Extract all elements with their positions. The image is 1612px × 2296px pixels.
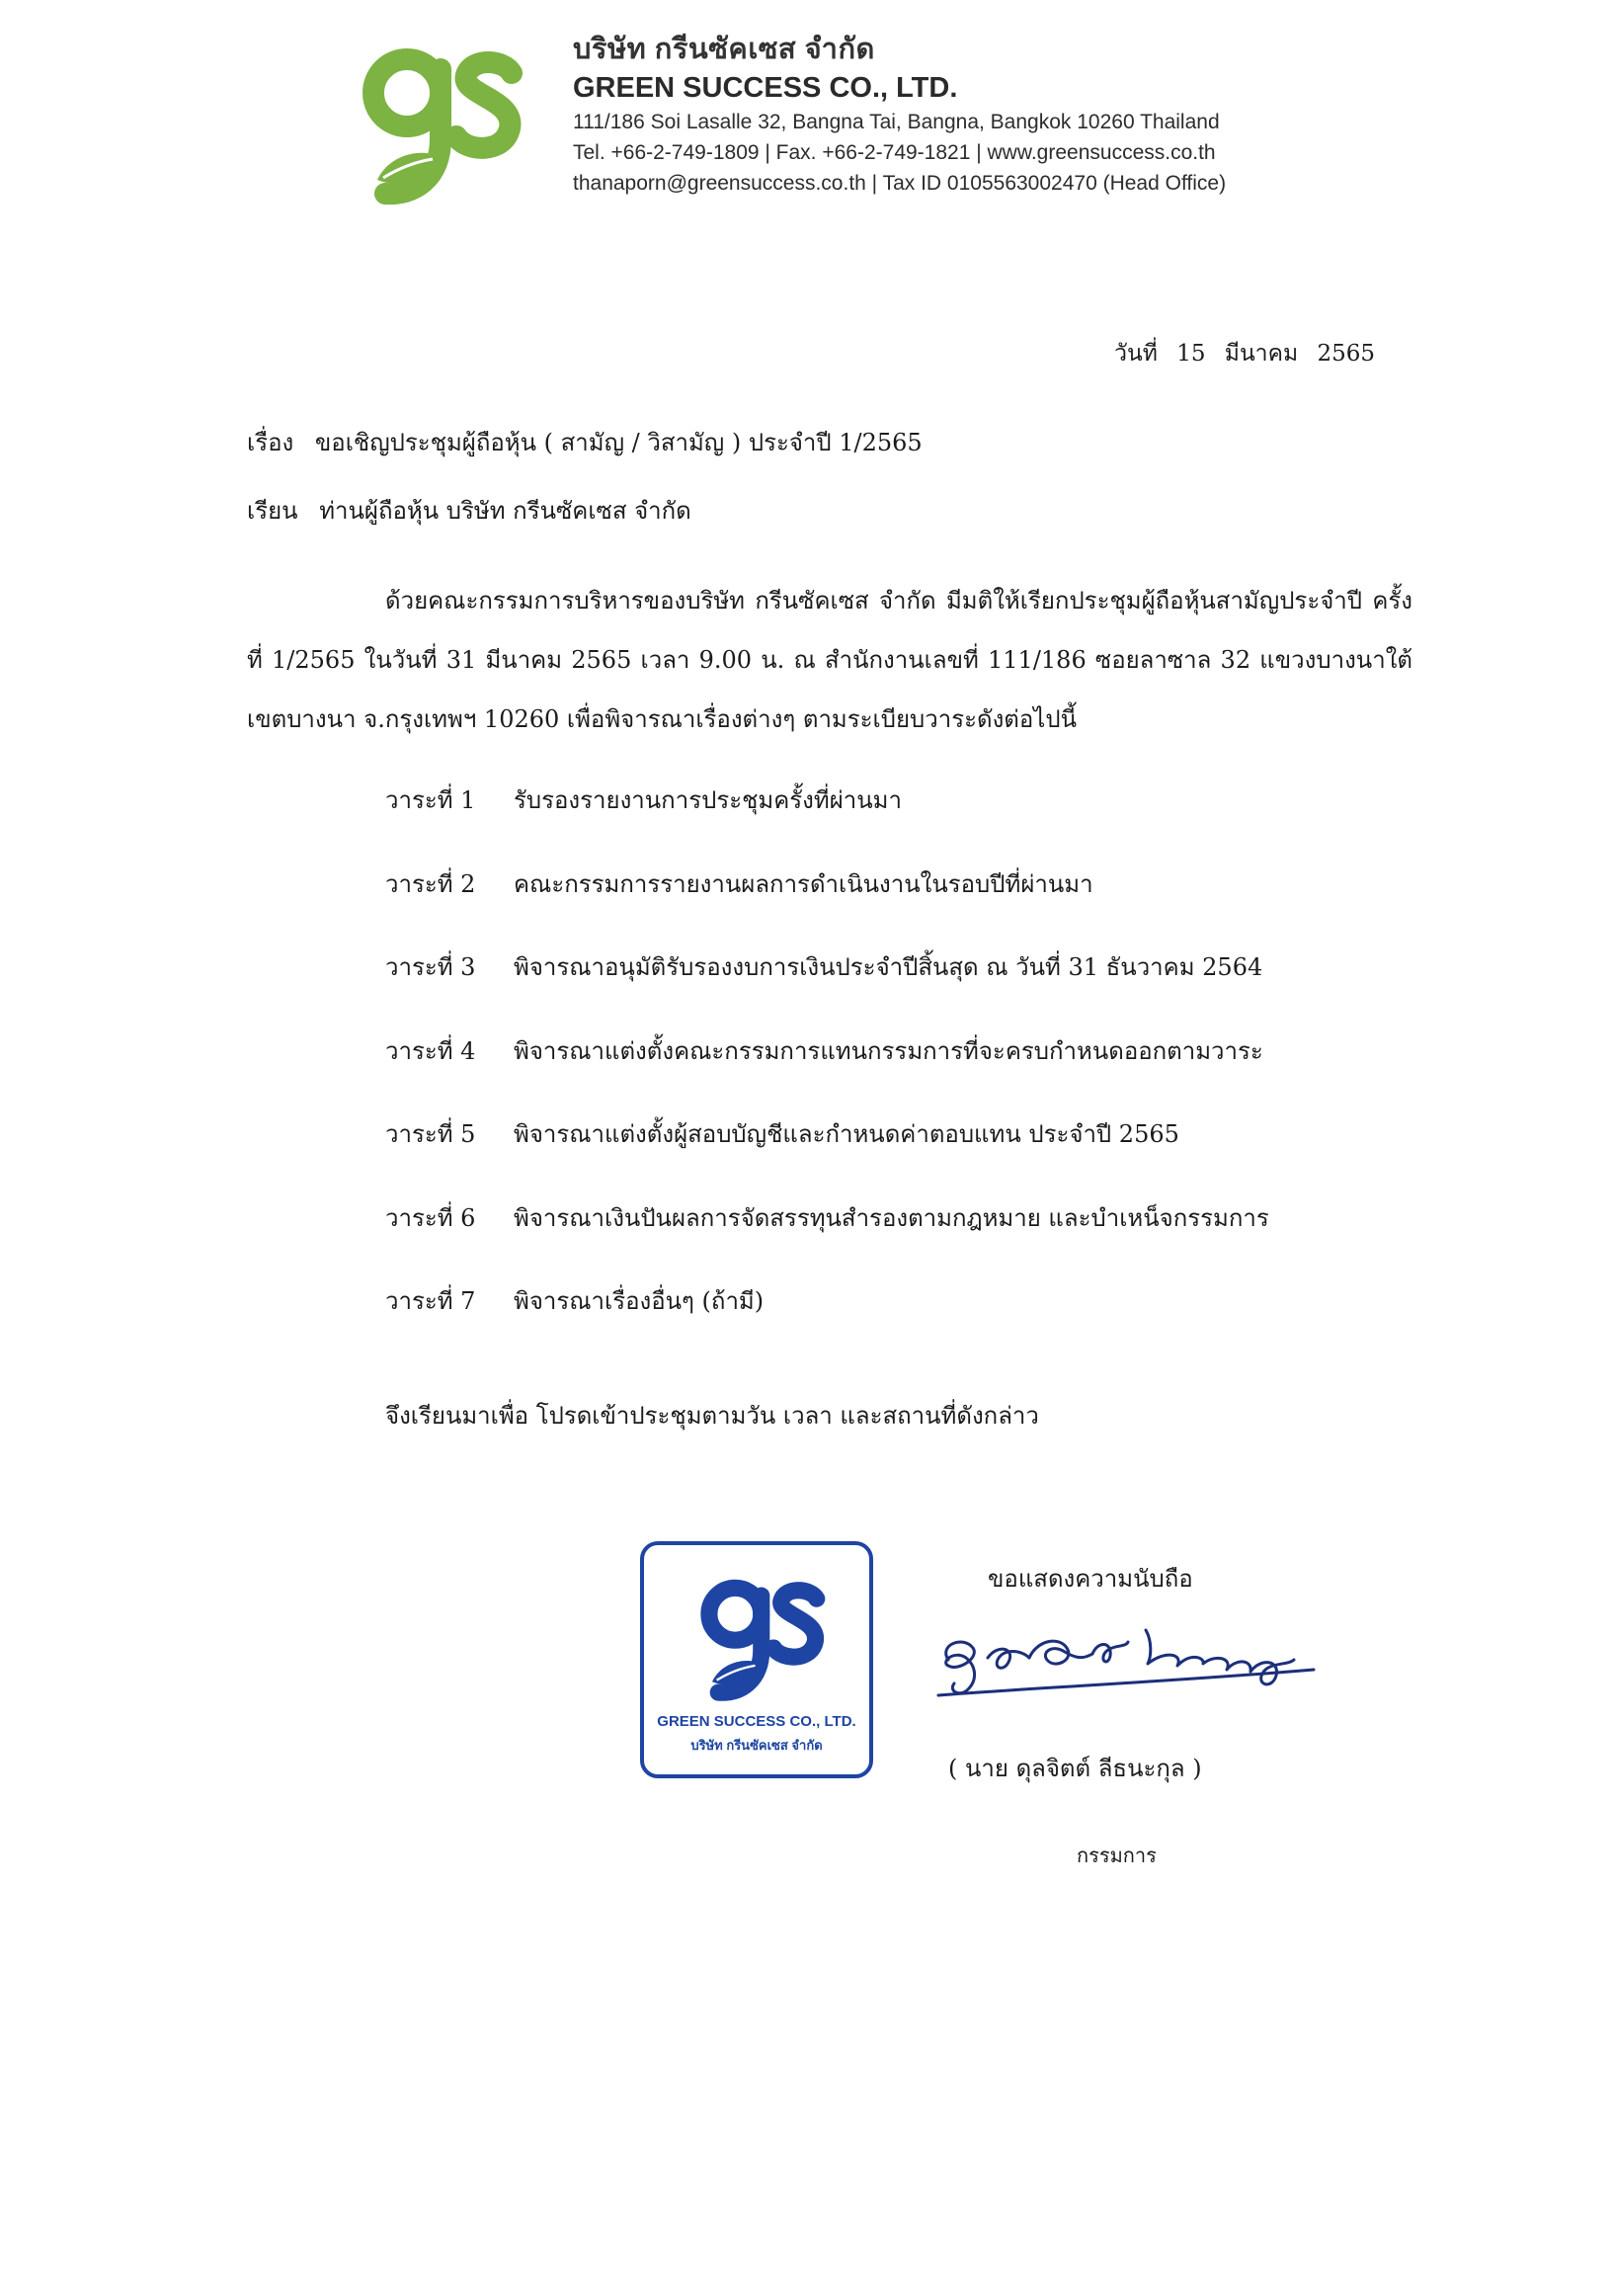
agenda-number: วาระที่ 5	[385, 1120, 476, 1148]
letterhead	[356, 30, 1343, 207]
body-paragraph	[247, 571, 1412, 749]
agenda-item	[385, 864, 1373, 948]
agenda-item	[385, 1281, 1373, 1365]
agenda-text: พิจารณาอนุมัติรับรองงบการเงินประจำปีสิ้นสุด ณ วันที่ 31 ธันวาคม 2564	[514, 953, 1263, 981]
company-contact: Tel. +66-2-749-1809 | Fax. +66-2-749-1821 | www.greensuccess.co.th	[573, 141, 1216, 164]
subject-text: ขอเชิญประชุมผู้ถือหุ้น ( สามัญ / วิสามัญ ) ประจำปี 1/2565	[314, 429, 923, 456]
recipient-label: เรียน	[247, 497, 298, 525]
closing-sentence: จึงเรียนมาเพื่อ โปรดเข้าประชุมตามวัน เวลา และสถานที่ดังกล่าว	[385, 1402, 1039, 1430]
agenda-number: วาระที่ 6	[385, 1203, 476, 1232]
agenda-list	[385, 780, 1373, 1365]
gs-leaf-logo-icon	[691, 1565, 830, 1703]
agenda-item	[385, 947, 1373, 1031]
agenda-number: วาระที่ 3	[385, 953, 476, 981]
company-address: 111/186 Soi Lasalle 32, Bangna Tai, Bangna, Bangkok 10260 Thailand	[573, 111, 1220, 133]
company-email-tax: thanaporn@greensuccess.co.th | Tax ID 0105563002470 (Head Office)	[573, 172, 1227, 195]
agenda-item	[385, 1031, 1373, 1115]
agenda-item	[385, 780, 1373, 864]
company-info	[573, 30, 1343, 199]
recipient-text: ท่านผู้ถือหุ้น บริษัท กรีนซัคเซส จำกัด	[319, 497, 691, 525]
agenda-item	[385, 1114, 1373, 1198]
company-stamp	[640, 1541, 873, 1778]
letter-date	[1114, 336, 1375, 371]
body-text: ด้วยคณะกรรมการบริหารของบริษัท กรีนซัคเซส จำกัด มีมติให้เรียกประชุมผู้ถือหุ้นสามัญประจำปี ครั้งที่ 1/2565 ในวันที่ 31 มีนาคม 2565 เวลา 9.00 น. ณ สำนักงานเลขที่ 111/186 ซอยลาซาล 32 แขวงบางนาใต้ เขตบางนา จ.กรุงเทพฯ 10260 เพื่อพิจารณาเรื่องต่างๆ ตามระเบียบวาระดังต่อไปนี้	[247, 587, 1412, 733]
stamp-company-thai: บริษัท กรีนซัคเซส จำกัด	[690, 1738, 823, 1753]
signer-position: กรรมการ	[1077, 1844, 1157, 1867]
agenda-text: พิจารณาเงินปันผลการจัดสรรทุนสำรองตามกฎหมาย และบำเหน็จกรรมการ	[514, 1203, 1269, 1232]
subject-line	[247, 423, 923, 461]
agenda-text: รับรองรายงานการประชุมครั้งที่ผ่านมา	[514, 786, 902, 814]
handwritten-signature-icon	[919, 1600, 1343, 1719]
agenda-number: วาระที่ 2	[385, 869, 476, 898]
agenda-text: คณะกรรมการรายงานผลการดำเนินงานในรอบปีที่ผ่านมา	[514, 869, 1093, 898]
company-name-thai: บริษัท กรีนซัคเซส จำกัด	[573, 34, 875, 65]
company-name-english: GREEN SUCCESS CO., LTD.	[573, 72, 958, 104]
date-year: 2565	[1317, 341, 1375, 367]
date-month: มีนาคม	[1224, 341, 1299, 367]
agenda-item	[385, 1198, 1373, 1282]
gs-leaf-logo-icon	[356, 30, 524, 207]
agenda-number: วาระที่ 4	[385, 1036, 476, 1065]
date-day: 15	[1176, 341, 1206, 367]
respect-line: ขอแสดงความนับถือ	[988, 1565, 1193, 1593]
subject-label: เรื่อง	[247, 429, 294, 456]
agenda-number: วาระที่ 1	[385, 786, 476, 814]
agenda-text: พิจารณาแต่งตั้งผู้สอบบัญชีและกำหนดค่าตอบแทน ประจำปี 2565	[514, 1120, 1179, 1148]
agenda-text: พิจารณาเรื่องอื่นๆ (ถ้ามี)	[514, 1287, 765, 1315]
agenda-number: วาระที่ 7	[385, 1287, 476, 1315]
agenda-text: พิจารณาแต่งตั้งคณะกรรมการแทนกรรมการที่จะครบกำหนดออกตามวาระ	[514, 1036, 1263, 1065]
stamp-company-english: GREEN SUCCESS CO., LTD.	[657, 1713, 856, 1730]
signer-name: ( นาย ดุลจิตต์ ลีธนะกุล )	[948, 1755, 1202, 1782]
recipient-line	[247, 491, 691, 530]
date-label: วันที่	[1114, 341, 1158, 367]
